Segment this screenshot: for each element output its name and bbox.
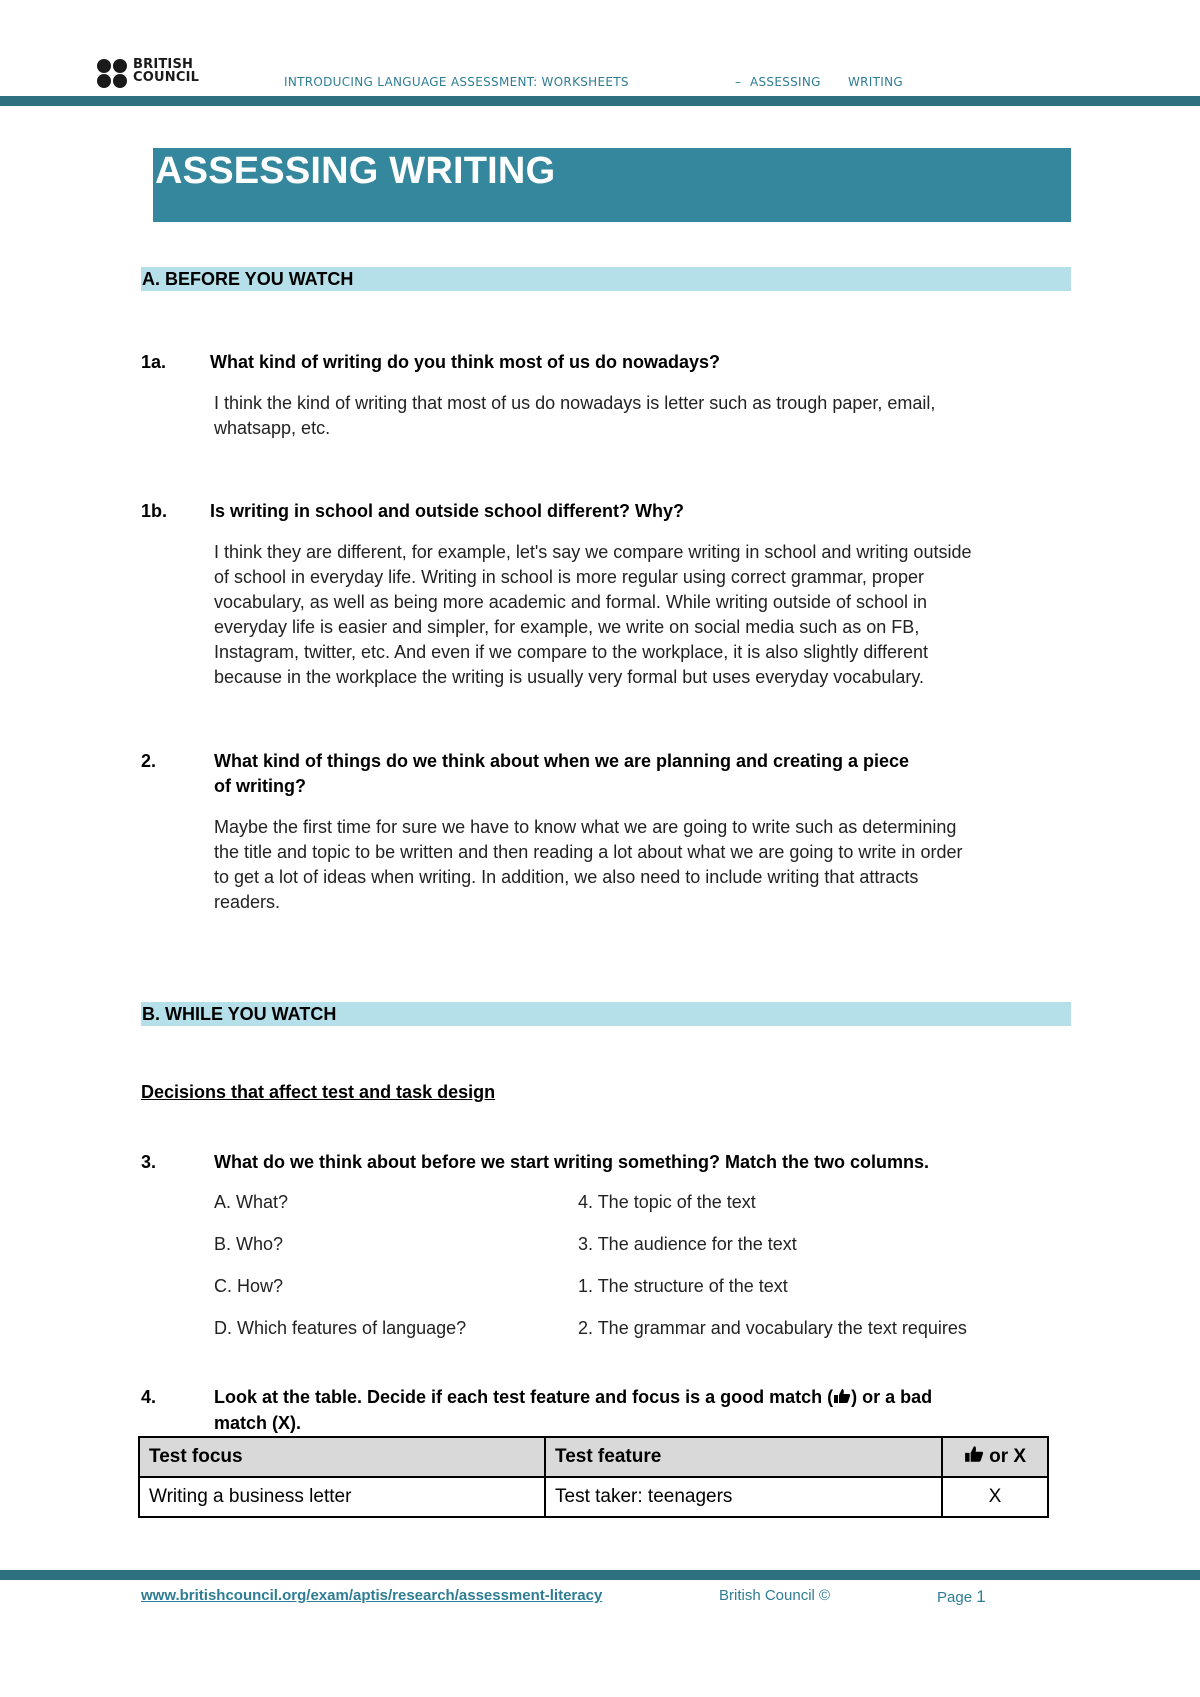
answer-line: I think the kind of writing that most of us do nowadays is letter such as trough paper, email,	[214, 393, 936, 413]
header-section2: WRITING	[848, 75, 903, 89]
answer-line: I think they are different, for example, let's say we compare writing in school and writing outside	[214, 542, 972, 562]
question-part: ) or a bad	[851, 1387, 933, 1407]
thumbs-up-icon	[833, 1386, 851, 1411]
answer-line: because in the workplace the writing is usually very formal but uses everyday vocabulary.	[214, 667, 925, 687]
table-cell: Test taker: teenagers	[545, 1477, 942, 1517]
table-row	[139, 1477, 1048, 1517]
answer-line: Maybe the first time for sure we have to know what we are going to write such as determining	[214, 817, 957, 837]
answer-block	[214, 540, 971, 690]
match-right-item: 4. The topic of the text	[578, 1192, 756, 1212]
subheading: Decisions that affect test and task design	[141, 1082, 496, 1102]
question-text: What do we think about before we start writing something? Match the two columns.	[214, 1152, 930, 1172]
answer-line: readers.	[214, 892, 281, 912]
section-b-heading	[141, 1002, 1071, 1026]
table-header: or X	[989, 1446, 1027, 1468]
header-course-title: INTRODUCING LANGUAGE ASSESSMENT: WORKSHEETS	[284, 75, 629, 89]
header-section1: ASSESSING	[750, 75, 821, 89]
question-line: of writing?	[214, 776, 306, 796]
match-left-item: C. How?	[214, 1276, 284, 1296]
question-number: 1a.	[141, 352, 167, 372]
answer-line: vocabulary, as well as being more academic and formal. While writing outside of school in	[214, 592, 928, 612]
question-line: What kind of things do we think about when we are planning and creating a piece	[214, 751, 910, 771]
table-header-match	[942, 1437, 1048, 1477]
footer-link[interactable]: www.britishcouncil.org/exam/aptis/research/assessment-literacy	[141, 1587, 603, 1604]
section-b-label: B. WHILE YOU WATCH	[142, 1004, 337, 1024]
match-right-item: 1. The structure of the text	[578, 1276, 788, 1296]
page-title: ASSESSING WRITING	[155, 150, 556, 192]
section-a-label: A. BEFORE YOU WATCH	[142, 269, 354, 289]
match-left-item: D. Which features of language?	[214, 1318, 467, 1338]
match-right-item: 3. The audience for the text	[578, 1234, 797, 1254]
thumbs-up-icon	[964, 1445, 984, 1469]
logo-line2: COUNCIL	[133, 70, 200, 85]
match-left-item: A. What?	[214, 1192, 289, 1212]
logo-dots-icon	[97, 59, 129, 89]
page-title-box	[153, 148, 1071, 222]
logo-line1: BRITISH	[133, 57, 194, 72]
question-text	[214, 1385, 932, 1436]
table-cell: X	[942, 1477, 1048, 1517]
page-label: Page	[937, 1589, 973, 1606]
answer-line: everyday life is easier and simpler, for example, we write on social media such as on FB,	[214, 617, 920, 637]
footer-bar	[0, 1570, 1200, 1580]
british-council-logo	[97, 57, 217, 91]
table-header: Test feature	[545, 1437, 942, 1477]
match-right-item: 2. The grammar and vocabulary the text requires	[578, 1318, 967, 1338]
match-right-column	[578, 1190, 967, 1358]
question-number: 4.	[141, 1387, 157, 1407]
table-header: Test focus	[139, 1437, 545, 1477]
match-left-column	[214, 1190, 466, 1358]
footer-copyright: British Council ©	[719, 1587, 831, 1604]
page-number: 1	[976, 1587, 986, 1606]
section-a-heading	[141, 267, 1071, 291]
question-number: 3.	[141, 1152, 157, 1172]
header-bar	[0, 96, 1200, 106]
answer-block	[214, 391, 935, 441]
question-line: match (X).	[214, 1412, 302, 1433]
test-feature-table	[138, 1436, 1049, 1518]
match-left-item: B. Who?	[214, 1234, 284, 1254]
table-cell: Writing a business letter	[139, 1477, 545, 1517]
answer-line: of school in everyday life. Writing in school is more regular using correct grammar, proper	[214, 567, 924, 587]
answer-line: the title and topic to be written and then reading a lot about what we are going to write in order	[214, 842, 963, 862]
question-text	[214, 749, 909, 799]
header-separator: –	[735, 75, 742, 89]
answer-line: whatsapp, etc.	[214, 418, 331, 438]
question-number: 2.	[141, 751, 157, 771]
answer-line: Instagram, twitter, etc. And even if we compare to the workplace, it is also slightly different	[214, 642, 929, 662]
question-number: 1b.	[141, 501, 168, 521]
answer-block	[214, 815, 962, 915]
question-part: Look at the table. Decide if each test feature and focus is a good match (	[214, 1387, 834, 1407]
answer-line: to get a lot of ideas when writing. In addition, we also need to include writing that attracts	[214, 867, 919, 887]
question-text: What kind of writing do you think most of us do nowadays?	[210, 352, 720, 372]
footer-page	[937, 1587, 986, 1607]
question-text: Is writing in school and outside school different? Why?	[210, 501, 685, 521]
table-header-row	[139, 1437, 1048, 1477]
